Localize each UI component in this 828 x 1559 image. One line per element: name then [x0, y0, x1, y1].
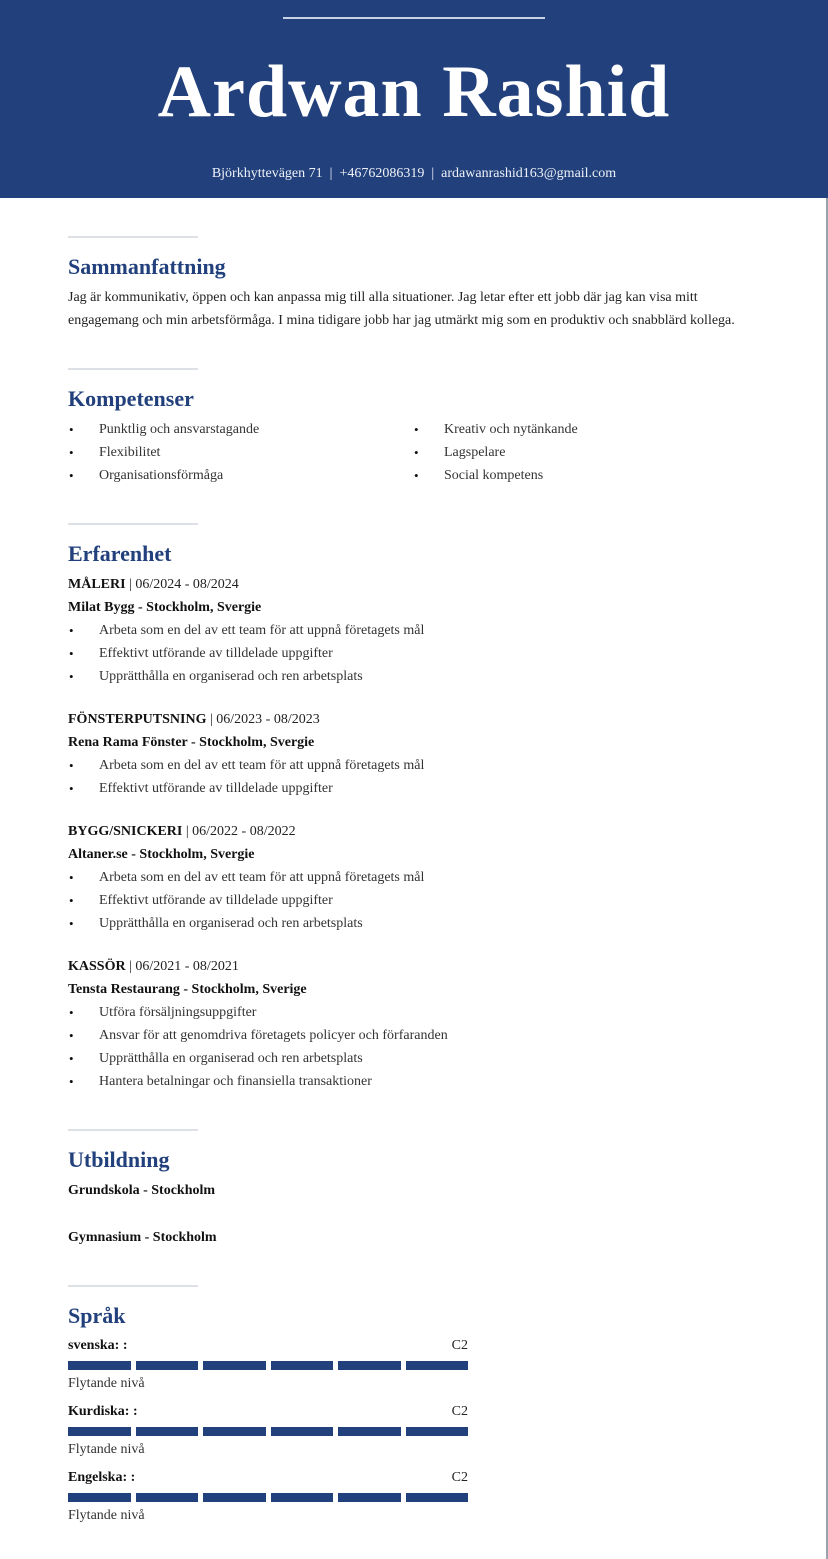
- language-level: C2: [451, 1470, 468, 1485]
- level-segment: [271, 1427, 334, 1436]
- job-task: • Arbeta som en del av ett team för att uppnå företagets mål: [68, 619, 758, 642]
- job-title-line: [68, 820, 758, 843]
- job-dates: | 06/2022 - 08/2022: [185, 824, 296, 839]
- job-entry: [68, 820, 758, 935]
- education-item: Grundskola - Stockholm: [68, 1183, 216, 1198]
- skills-heading: Kompetenser: [68, 386, 194, 411]
- skills-columns: [68, 418, 758, 487]
- skill-item: • Lagspelare: [413, 441, 758, 464]
- job-company: Tensta Restaurang - Stockholm, Sverige: [68, 982, 307, 997]
- language-level-bar: [68, 1427, 468, 1436]
- address: Björkhyttevägen 71: [211, 166, 323, 181]
- language-entry: [68, 1467, 468, 1527]
- education-item: Gymnasium - Stockholm: [68, 1230, 217, 1245]
- language-description: Flytande nivå: [68, 1376, 145, 1391]
- job-entry: [68, 573, 758, 688]
- contact-separator: |: [329, 166, 333, 181]
- level-segment: [406, 1427, 469, 1436]
- level-segment: [203, 1493, 266, 1502]
- contact-separator: |: [431, 166, 435, 181]
- job-task: • Ansvar för att genomdriva företagets policyer och förfaranden: [68, 1024, 758, 1047]
- resume-header: [0, 0, 828, 198]
- level-segment: [136, 1427, 199, 1436]
- job-task: • Upprätthålla en organiserad och ren arbetsplats: [68, 912, 758, 935]
- language-header: [68, 1467, 468, 1489]
- job-task-list: [68, 866, 758, 935]
- resume-body: [68, 236, 758, 1559]
- experience-section: [68, 523, 758, 1093]
- level-segment: [136, 1361, 199, 1370]
- language-level: C2: [451, 1404, 468, 1419]
- summary-text: Jag är kommunikativ, öppen och kan anpassa mig till alla situationer. Jag letar efter ett jobb där jag kan visa mitt engagemang och min arbetsförmåga. I mina tidigare jobb har jag utmärkt mig som en produktiv och snabblärd kollega.: [68, 290, 735, 328]
- job-task-list: [68, 1001, 758, 1093]
- job-role: BYGG/SNICKERI: [68, 824, 183, 839]
- job-role: FÖNSTERPUTSNING: [68, 712, 207, 727]
- level-segment: [338, 1427, 401, 1436]
- skill-item: • Organisationsförmåga: [68, 464, 413, 487]
- job-company: Altaner.se - Stockholm, Svergie: [68, 847, 255, 862]
- job-entry: [68, 708, 758, 800]
- job-task: • Hantera betalningar och finansiella transaktioner: [68, 1070, 758, 1093]
- candidate-name: Ardwan Rashid: [157, 51, 671, 133]
- phone: +46762086319: [339, 166, 425, 181]
- language-list: [68, 1335, 758, 1527]
- skill-item: • Punktlig och ansvarstagande: [68, 418, 413, 441]
- job-task: • Effektivt utförande av tilldelade uppgifter: [68, 889, 758, 912]
- language-description: Flytande nivå: [68, 1508, 145, 1523]
- section-rule: [68, 368, 198, 370]
- level-segment: [271, 1361, 334, 1370]
- job-task: • Upprätthålla en organiserad och ren arbetsplats: [68, 665, 758, 688]
- section-rule: [68, 1129, 198, 1131]
- level-segment: [406, 1493, 469, 1502]
- level-segment: [338, 1361, 401, 1370]
- section-rule: [68, 236, 198, 238]
- skills-list-left: [68, 418, 413, 487]
- experience-heading: Erfarenhet: [68, 541, 172, 566]
- languages-section: [68, 1285, 758, 1527]
- job-task-list: [68, 619, 758, 688]
- summary-heading: Sammanfattning: [68, 254, 226, 279]
- skills-list-right: [413, 418, 758, 487]
- skill-item: • Flexibilitet: [68, 441, 413, 464]
- summary-section: [68, 236, 758, 332]
- job-task: • Arbeta som en del av ett team för att uppnå företagets mål: [68, 866, 758, 889]
- skill-item: • Kreativ och nytänkande: [413, 418, 758, 441]
- language-header: [68, 1335, 468, 1357]
- job-task: • Effektivt utförande av tilldelade uppgifter: [68, 642, 758, 665]
- job-dates: | 06/2021 - 08/2021: [129, 959, 239, 974]
- job-task: • Utföra försäljningsuppgifter: [68, 1001, 758, 1024]
- job-task-list: [68, 754, 758, 800]
- education-section: [68, 1129, 758, 1249]
- languages-heading: Språk: [68, 1303, 126, 1328]
- job-dates: | 06/2023 - 08/2023: [209, 712, 320, 727]
- language-header: [68, 1401, 468, 1423]
- job-role: MÅLERI: [68, 577, 126, 592]
- language-name: Kurdiska: :: [68, 1404, 138, 1419]
- language-description: Flytande nivå: [68, 1442, 145, 1457]
- job-title-line: [68, 955, 758, 978]
- contact-line: [0, 165, 828, 183]
- education-heading: Utbildning: [68, 1147, 170, 1172]
- level-segment: [203, 1427, 266, 1436]
- level-segment: [136, 1493, 199, 1502]
- level-segment: [203, 1361, 266, 1370]
- language-level: C2: [451, 1338, 468, 1353]
- job-entry: [68, 955, 758, 1093]
- skill-item: • Social kompetens: [413, 464, 758, 487]
- language-level-bar: [68, 1361, 468, 1370]
- job-task: • Upprätthålla en organiserad och ren arbetsplats: [68, 1047, 758, 1070]
- level-segment: [68, 1427, 131, 1436]
- language-name: svenska: :: [68, 1338, 128, 1353]
- job-dates: | 06/2024 - 08/2024: [129, 577, 239, 592]
- job-title-line: [68, 573, 758, 596]
- language-name: Engelska: :: [68, 1470, 136, 1485]
- job-title-line: [68, 708, 758, 731]
- level-segment: [406, 1361, 469, 1370]
- level-segment: [338, 1493, 401, 1502]
- job-task: • Arbeta som en del av ett team för att uppnå företagets mål: [68, 754, 758, 777]
- level-segment: [68, 1361, 131, 1370]
- language-entry: [68, 1335, 468, 1395]
- level-segment: [271, 1493, 334, 1502]
- section-rule: [68, 1285, 198, 1287]
- header-rule: [283, 17, 545, 19]
- skills-section: [68, 368, 758, 487]
- language-entry: [68, 1401, 468, 1461]
- section-rule: [68, 523, 198, 525]
- job-company: Rena Rama Fönster - Stockholm, Svergie: [68, 735, 315, 750]
- language-level-bar: [68, 1493, 468, 1502]
- email: ardawanrashid163@gmail.com: [441, 166, 617, 181]
- job-company: Milat Bygg - Stockholm, Svergie: [68, 600, 262, 615]
- level-segment: [68, 1493, 131, 1502]
- job-task: • Effektivt utförande av tilldelade uppgifter: [68, 777, 758, 800]
- job-role: KASSÖR: [68, 959, 126, 974]
